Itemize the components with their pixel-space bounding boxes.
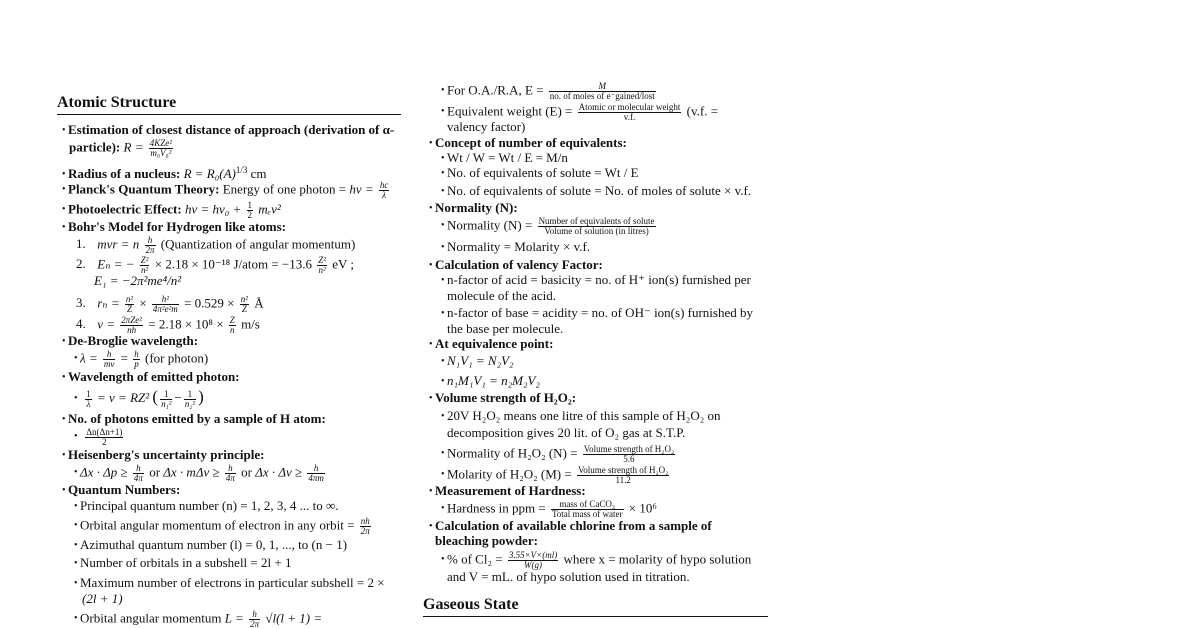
normality-item: • Normality (N): [429,200,518,215]
molarity-h2o2: • Molarity of H₂O₂ (M) = $\frac{\text{Volume strength of H₂O₂}}{11.2}$ [441,465,669,485]
equivalents-sub-item: • Wt / W = Wt / E = M/n [441,150,568,165]
oa-ra-item: • For O.A./R.A, E = $\frac{M}{\text{no. of moles of e⁻gained/lost}}$ [441,81,655,101]
heisenberg-formula: • Δx · Δp ≥ $\frac{h}{4\pi}$ or Δx · mΔv ≥ $\frac{h}{4\pi}$ or Δx · Δv ≥ $\frac{h}{4\pi m}$ [74,463,324,483]
volume-strength-definition-line2: decomposition gives 20 lit. of O₂ gas at S.T.P. [447,425,686,440]
orbital-angular-momentum: • Orbital angular momentum of electron in any orbit = $\frac{nh}{2\pi}$ [74,516,370,536]
equivalent-weight-line2: valency factor) [447,119,526,134]
base-n-factor: • n-factor of base = acidity = no. of OH⁻ ion(s) furnished by [441,305,754,320]
closest-approach-formula: particle): R = $\frac{\text{4KZe²}}{\text{m₀V₀²}}$ [69,138,172,158]
title-underline [423,616,768,617]
normality-h2o2: • Normality of H₂O₂ (N) = $\frac{\text{Volume strength of H₂O₂}}{5.6}$ [441,444,675,464]
bohr-list-item: 4. v = $\frac{\text{2πZe²}}{nh}$ = 2.18 × 10⁸ × $\frac{Z}{n}$ m/s [76,315,260,335]
wavelength-formula: • $\frac{1}{\lambda}$ = ν = RZ² ( $\frac{1}{\text{n₁²}}$ − $\frac{1}{\text{n₂²}}$ ) [74,387,204,409]
hardness-item: • Measurement of Hardness: [429,483,586,498]
volume-strength-item: • Volume strength of H₂O₂: [429,390,577,405]
bohr-item: • Bohr's Model for Hydrogen like atoms: [62,219,286,234]
equivalents-sub-item: • No. of equivalents of solute = Wt / E [441,165,639,180]
valency-factor-item: • Calculation of valency Factor: [429,257,603,272]
bohr-list-item: 3. rₙ = $\frac{\text{n²}}{Z}$ × $\frac{\text{h²}}{\text{4π²e²m}}$ = 0.529 × $\frac{\text{n²}}{Z}$ Å [76,294,264,314]
principal-quantum-number: • Principal quantum number (n) = 1, 2, 3, 4 ... to ∞. [74,498,339,513]
radius-item: • Radius of a nucleus: $R = R_0(A)^{1/3}$ cm [62,165,267,181]
base-n-factor-line2: the base per molecule. [447,321,564,336]
equivalence-formula: • n₁M₁V₁ = n₂M₂V₂ [441,373,540,388]
section-title-atomic-structure: Atomic Structure [57,94,177,111]
quantum-numbers-item: • Quantum Numbers: [62,482,181,497]
planck-item: • Planck's Quantum Theory: Energy of one photon = hν = $\frac{hc}{\lambda}$ [62,180,389,200]
volume-strength-definition: • 20V H₂O₂ means one litre of this sample of H₂O₂ on [441,408,721,423]
debroglie-formula: • λ = $\frac{h}{mv}$ = $\frac{h}{p}$ (for photon) [74,349,209,369]
equivalent-weight-item: • Equivalent weight (E) = $\frac{\text{Atomic or molecular weight}}{v.f.}$ (v.f. = [441,102,719,122]
hardness-formula: • Hardness in ppm = $\frac{\text{mass of CaCO₃}}{\text{Total mass of water}}$ × 10⁶ [441,499,657,519]
chlorine-formula-line2: and V = mL. of hypo solution used in titration. [447,569,690,584]
chlorine-item: • Calculation of available chlorine from a sample of [429,518,712,533]
max-electrons-subshell: • Maximum number of electrons in particular subshell = 2 × [74,575,385,590]
chlorine-formula: • % of Cl₂ = $\frac{3.55\times V\times(ml)}{W(g)}$ where x = molarity of hypo solution [441,550,752,570]
acid-n-factor-line2: molecule of the acid. [447,288,557,303]
heisenberg-item: • Heisenberg's uncertainty principle: [62,447,265,462]
orbital-angular-momentum-formula: • Orbital angular momentum L = $\frac{h}{2\pi}$ √l(l + 1) = [74,609,323,629]
bohr-energy-line2: E₁ = −2π²me⁴/n² [94,273,182,288]
acid-n-factor: • n-factor of acid = basicity = no. of H⁺ ion(s) furnished per [441,272,751,287]
wavelength-item: • Wavelength of emitted photon: [62,369,240,384]
photons-item: • No. of photons emitted by a sample of H atom: [62,411,326,426]
max-electrons-line2: (2l + 1) [82,591,123,606]
chlorine-item-line2: bleaching powder: [435,533,538,548]
equivalents-item: • Concept of number of equivalents: [429,135,627,150]
equivalence-point-item: • At equivalence point: [429,336,554,351]
section-title-gaseous-state: Gaseous State [423,596,519,613]
bohr-list-item: 2. Eₙ = − $\frac{\text{Z²}}{\text{n²}}$ × 2.18 × 10⁻¹⁸ J/atom = −13.6 $\frac{\text{Z²}}{\text{n²}}$ eV ; [76,255,355,275]
bohr-list-item: 1. mvr = n $\frac{h}{2\pi}$ (Quantization of angular momentum) [76,235,356,255]
equivalents-sub-item: • No. of equivalents of solute = No. of moles of solute × v.f. [441,183,752,198]
closest-approach-item: • Estimation of closest distance of approach (derivation of α- [62,122,395,137]
normality-molarity: • Normality = Molarity × v.f. [441,239,591,254]
azimuthal-quantum-number: • Azimuthal quantum number (l) = 0, 1, ..., to (n − 1) [74,537,348,552]
photoelectric-item: • Photoelectric Effect: hν = hν₀ + $\frac{1}{2}$ mₑv² [62,200,281,220]
photons-formula: • $\frac{\Delta n(\Delta n+1)}{2}$ [74,427,123,447]
equivalence-formula: • N₁V₁ = N₂V₂ [441,353,514,368]
orbitals-in-subshell: • Number of orbitals in a subshell = 2l + 1 [74,555,292,570]
debroglie-item: • De-Broglie wavelength: [62,333,199,348]
normality-formula: • Normality (N) = $\frac{\text{Number of equivalents of solute}}{\text{Volume of solution (in litres)}}$ [441,216,655,236]
title-underline [57,114,401,115]
